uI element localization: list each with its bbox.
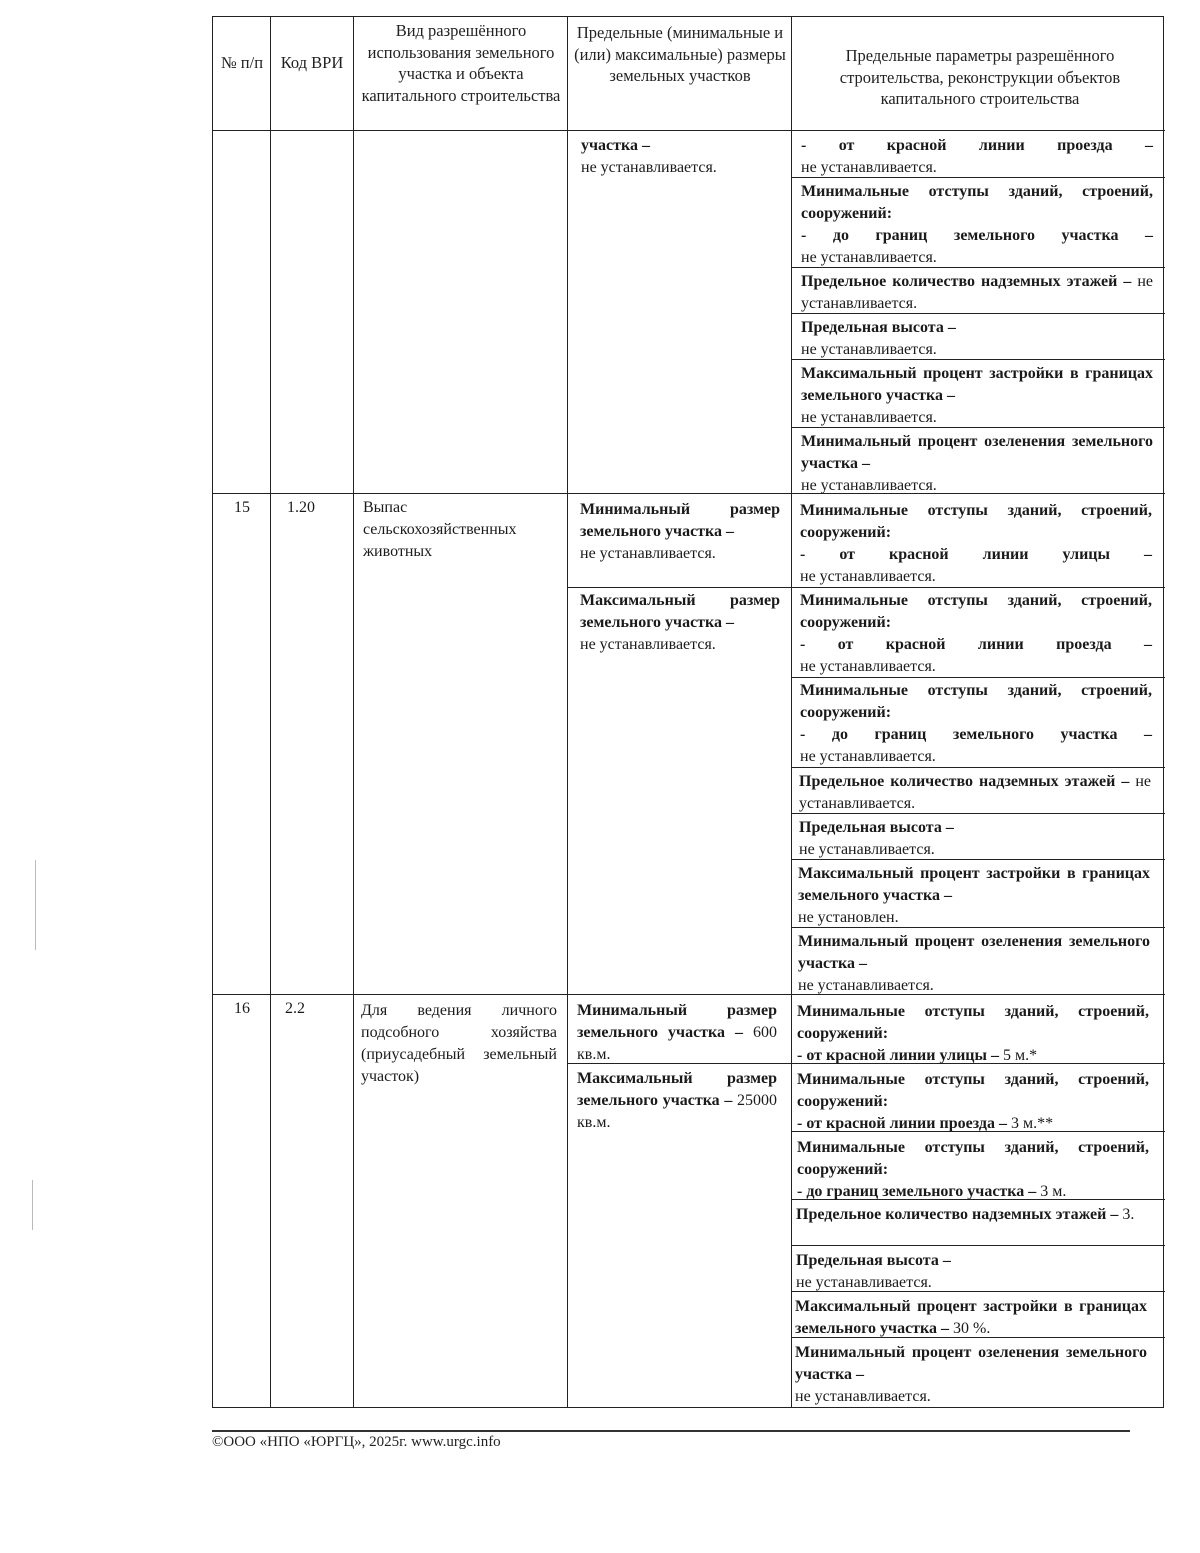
param-cell bbox=[795, 1342, 1147, 1408]
param-label: Минимальные отступы зданий, строений, сооружений: bbox=[801, 183, 1153, 222]
param-cell bbox=[800, 680, 1152, 768]
param-value: не устанавливается. bbox=[800, 658, 936, 675]
param-value: 3 м.** bbox=[1010, 1115, 1054, 1132]
size-continuation bbox=[581, 135, 787, 179]
regulation-table bbox=[212, 16, 1164, 1408]
param-value: не устанавливается. bbox=[801, 341, 937, 358]
param-label: Максимальный процент застройки в границах земельного участка – bbox=[801, 365, 1153, 404]
param-divider bbox=[791, 1245, 1165, 1246]
param-sub: - от красной линии улицы – bbox=[800, 546, 1152, 563]
param-sub: - до границ земельного участка – bbox=[801, 227, 1153, 244]
param-value: 3 м. bbox=[1040, 1183, 1067, 1200]
param-value: не устанавливается. bbox=[801, 477, 937, 494]
param-cell bbox=[801, 431, 1153, 497]
size-value: 25000 кв.м. bbox=[577, 1092, 778, 1131]
param-sub: - от красной линии улицы – bbox=[797, 1047, 999, 1064]
param-value: не устанавливается. bbox=[801, 159, 937, 176]
param-value: не устанавливается. bbox=[801, 249, 937, 266]
row15-size-min bbox=[580, 499, 780, 565]
param-label: Максимальный процент застройки в границах земельного участка – bbox=[798, 865, 1150, 904]
param-label: Предельная высота – bbox=[801, 319, 956, 336]
row15-type: Выпас сельскохозяйственных животных bbox=[363, 499, 517, 560]
size-value: не устанавливается. bbox=[580, 636, 716, 653]
row16-type: Для ведения личного подсобного хозяйства (приусадебный земельный участок) bbox=[361, 1002, 557, 1085]
param-sub: - от красной линии проезда – bbox=[800, 636, 1152, 653]
param-sub: - до границ земельного участка – bbox=[797, 1183, 1037, 1200]
param-value: не устанавливается. bbox=[795, 1388, 931, 1405]
param-label: Минимальные отступы зданий, строений, сооружений: bbox=[800, 682, 1152, 721]
row15-size-max bbox=[580, 590, 780, 656]
param-label: Минимальный процент озеленения земельного участка – bbox=[795, 1344, 1147, 1383]
param-cell bbox=[801, 135, 1153, 179]
param-label: Максимальный процент застройки в границах земельного участка – bbox=[795, 1298, 1147, 1337]
param-value: не устанавливается. bbox=[798, 977, 934, 994]
row16-code: 2.2 bbox=[285, 1000, 305, 1017]
param-label: Минимальные отступы зданий, строений, сооружений: bbox=[797, 1003, 1149, 1042]
row16-size-max bbox=[577, 1068, 777, 1134]
param-value: не устанавливается. bbox=[801, 409, 937, 426]
param-label: - от красной линии проезда – bbox=[801, 137, 1153, 154]
param-value: не устанавливается. bbox=[796, 1274, 932, 1291]
param-value: не устанавливается. bbox=[799, 773, 1151, 812]
param-value: не устанавливается. bbox=[800, 568, 936, 585]
param-cell bbox=[796, 1250, 1148, 1294]
param-cell bbox=[801, 363, 1153, 429]
size-tail-label: участка – bbox=[581, 137, 650, 154]
param-cell bbox=[801, 271, 1153, 315]
param-label: Предельная высота – bbox=[799, 819, 954, 836]
scan-artifact bbox=[32, 1180, 33, 1230]
header-type: Вид разрешённого использования земельного участка и объекта капитального строительства bbox=[361, 21, 561, 105]
size-value: не устанавливается. bbox=[580, 545, 716, 562]
param-label: Предельное количество надземных этажей – bbox=[796, 1206, 1119, 1223]
size-value: 600 кв.м. bbox=[577, 1024, 778, 1063]
param-label: Минимальные отступы зданий, строений, сооружений: bbox=[800, 502, 1152, 541]
param-cell bbox=[799, 817, 1151, 861]
header-params: Предельные параметры разрешённого строительства, реконструкции объектов капитального строительства bbox=[839, 46, 1121, 108]
param-cell bbox=[800, 500, 1152, 588]
col-divider bbox=[353, 17, 354, 1407]
param-cell bbox=[796, 1204, 1148, 1226]
col-divider bbox=[270, 17, 271, 1407]
param-value: не установлен. bbox=[798, 909, 899, 926]
param-value: 30 %. bbox=[953, 1320, 991, 1337]
param-sub: - от красной линии проезда – bbox=[797, 1115, 1007, 1132]
header-size: Предельные (минимальные и (или) максимальные) размеры земельных участков bbox=[574, 23, 786, 85]
param-value: не устанавливается. bbox=[799, 841, 935, 858]
param-cell bbox=[797, 1001, 1149, 1067]
row16-size-min bbox=[577, 1000, 777, 1066]
param-cell bbox=[797, 1069, 1149, 1135]
param-label: Минимальные отступы зданий, строений, сооружений: bbox=[800, 592, 1152, 631]
param-value: не устанавливается. bbox=[800, 748, 936, 765]
footer-copyright: ©ООО «НПО «ЮРГЦ», 2025г. www.urgc.info bbox=[212, 1434, 501, 1450]
param-label: Минимальные отступы зданий, строений, сооружений: bbox=[797, 1071, 1149, 1110]
param-cell bbox=[797, 1137, 1149, 1203]
param-cell bbox=[800, 590, 1152, 678]
size-tail-value: не устанавливается. bbox=[581, 159, 717, 176]
header-num: № п/п bbox=[220, 53, 264, 72]
col-divider bbox=[567, 17, 568, 1407]
size-label: Минимальный размер земельного участка – bbox=[577, 1002, 777, 1041]
param-cell bbox=[801, 181, 1153, 269]
param-label: Минимальный процент озеленения земельного участка – bbox=[798, 933, 1150, 972]
param-cell bbox=[798, 863, 1150, 929]
param-cell bbox=[799, 771, 1151, 815]
param-sub: - до границ земельного участка – bbox=[800, 726, 1152, 743]
footer-rule bbox=[212, 1430, 1130, 1432]
size-divider bbox=[567, 587, 791, 588]
row15-num: 15 bbox=[234, 499, 250, 516]
size-label: Максимальный размер земельного участка – bbox=[580, 592, 780, 631]
param-label: Минимальный процент озеленения земельного участка – bbox=[801, 433, 1153, 472]
param-label: Предельная высота – bbox=[796, 1252, 951, 1269]
param-value: 3. bbox=[1122, 1206, 1135, 1223]
header-divider bbox=[213, 130, 1165, 131]
param-label: Минимальные отступы зданий, строений, сооружений: bbox=[797, 1139, 1149, 1178]
param-value: не устанавливается. bbox=[801, 273, 1153, 312]
size-label: Максимальный размер земельного участка – bbox=[577, 1070, 777, 1109]
param-value: 5 м.* bbox=[1003, 1047, 1038, 1064]
size-label: Минимальный размер земельного участка – bbox=[580, 501, 780, 540]
row15-code: 1.20 bbox=[287, 499, 315, 516]
param-cell bbox=[795, 1296, 1147, 1340]
header-code: Код ВРИ bbox=[280, 53, 344, 72]
param-label: Предельное количество надземных этажей – bbox=[801, 273, 1132, 290]
param-label: Предельное количество надземных этажей – bbox=[799, 773, 1130, 790]
param-cell bbox=[798, 931, 1150, 997]
row16-num: 16 bbox=[234, 1000, 250, 1017]
scan-artifact bbox=[35, 860, 36, 950]
param-cell bbox=[801, 317, 1153, 361]
